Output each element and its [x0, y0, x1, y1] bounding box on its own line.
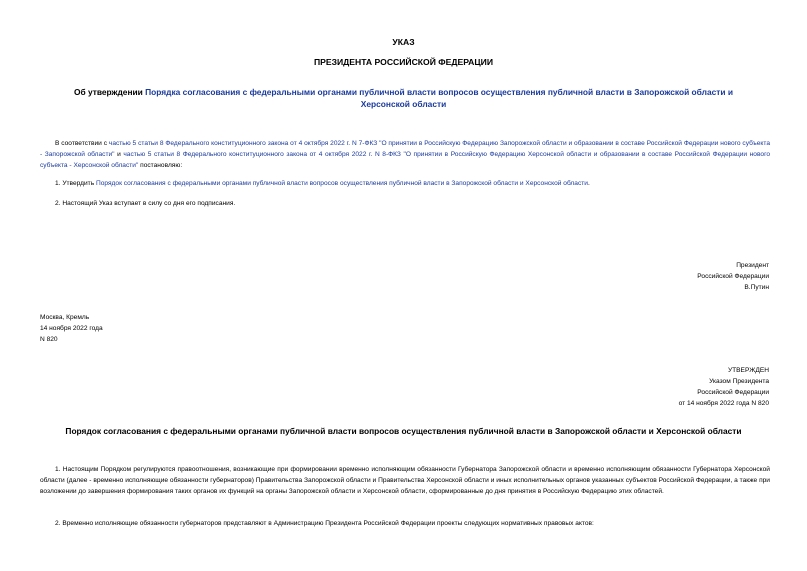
approval-line-2: Указом Президента	[709, 378, 769, 385]
decree-number: N 820	[40, 336, 58, 343]
signature-country: Российской Федерации	[697, 273, 769, 280]
signature-title: Президент	[736, 262, 769, 269]
decree-place-date	[40, 312, 240, 345]
procedure-paragraph-1: 1. Настоящим Порядком регулируются правоотношения, возникающие при формировании временно исполняющим обязанности Губернатора Запорожской области и временно исполняющим обязанности Губернатора Херсонской области (далее - временно исполняющие обязанности губернаторов) Правительства Запорожской области и Правительства Херсонской области и иных исполнительных органов указанных субъектов Российской Федерации, а также при возложении до завершения формирования таких органов их функций на органы Запорожской области и Херсонской области, сформированные до дня принятия в Российскую Федерацию этих областей.	[40, 466, 770, 495]
preamble-link-7fkz[interactable]: частью 5 статьи 8 Федерального конституционного закона от 4 октября 2022 г. N 7-ФКЗ "О принятии в Российскую Федерацию Запорожской области и образовании в составе Российской Федерации нового субъекта - Запорожской области"	[40, 140, 771, 158]
decree-title	[50, 86, 757, 110]
item1-prefix: 1. Утвердить	[55, 180, 96, 187]
preamble-text-2: и	[114, 151, 124, 158]
decree-item-1	[55, 178, 770, 189]
decree-preamble	[40, 138, 770, 171]
preamble-link-8fkz[interactable]: частью 5 статьи 8 Федерального конституционного закона от 4 октября 2022 г. N 8-ФКЗ "О принятии в Российскую Федерацию Херсонской области и образовании в составе Российской Федерации нового субъекта - Херсонской области"	[40, 151, 770, 169]
signature-name: В.Путин	[744, 284, 769, 291]
decree-title-link[interactable]: Порядка согласования с федеральными органами публичной власти вопросов осуществления публичной власти в Запорожской области и Херсонской области	[145, 87, 734, 109]
approval-line-3: Российской Федерации	[697, 389, 769, 396]
decree-date: 14 ноября 2022 года	[40, 325, 103, 332]
signature-block	[569, 260, 769, 293]
decree-place: Москва, Кремль	[40, 314, 90, 321]
preamble-text-1: В соответствии с	[55, 140, 109, 147]
approval-block	[519, 365, 769, 409]
item1-suffix: .	[587, 180, 590, 187]
approval-line-1: УТВЕРЖДЕН	[727, 367, 769, 374]
approval-line-4: от 14 ноября 2022 года N 820	[678, 400, 769, 407]
decree-title-prefix: Об утверждении	[73, 87, 146, 97]
decree-heading-1: УКАЗ	[392, 37, 415, 47]
procedure-title: Порядок согласования с федеральными органами публичной власти вопросов осуществления публичной власти в Запорожской области и Херсонской области	[65, 426, 742, 436]
decree-item-2: 2. Настоящий Указ вступает в силу со дня его подписания.	[55, 200, 236, 207]
preamble-text-3: постановляю:	[138, 162, 183, 169]
item1-link-procedure[interactable]: Порядок согласования с федеральными органами публичной власти вопросов осуществления публичной власти в Запорожской области и Херсонской области	[95, 180, 588, 187]
decree-heading-2: ПРЕЗИДЕНТА РОССИЙСКОЙ ФЕДЕРАЦИИ	[313, 57, 494, 67]
procedure-paragraph-2: 2. Временно исполняющие обязанности губернаторов представляют в Администрацию Президента Российской Федерации проекты следующих нормативных правовых актов:	[55, 520, 594, 527]
